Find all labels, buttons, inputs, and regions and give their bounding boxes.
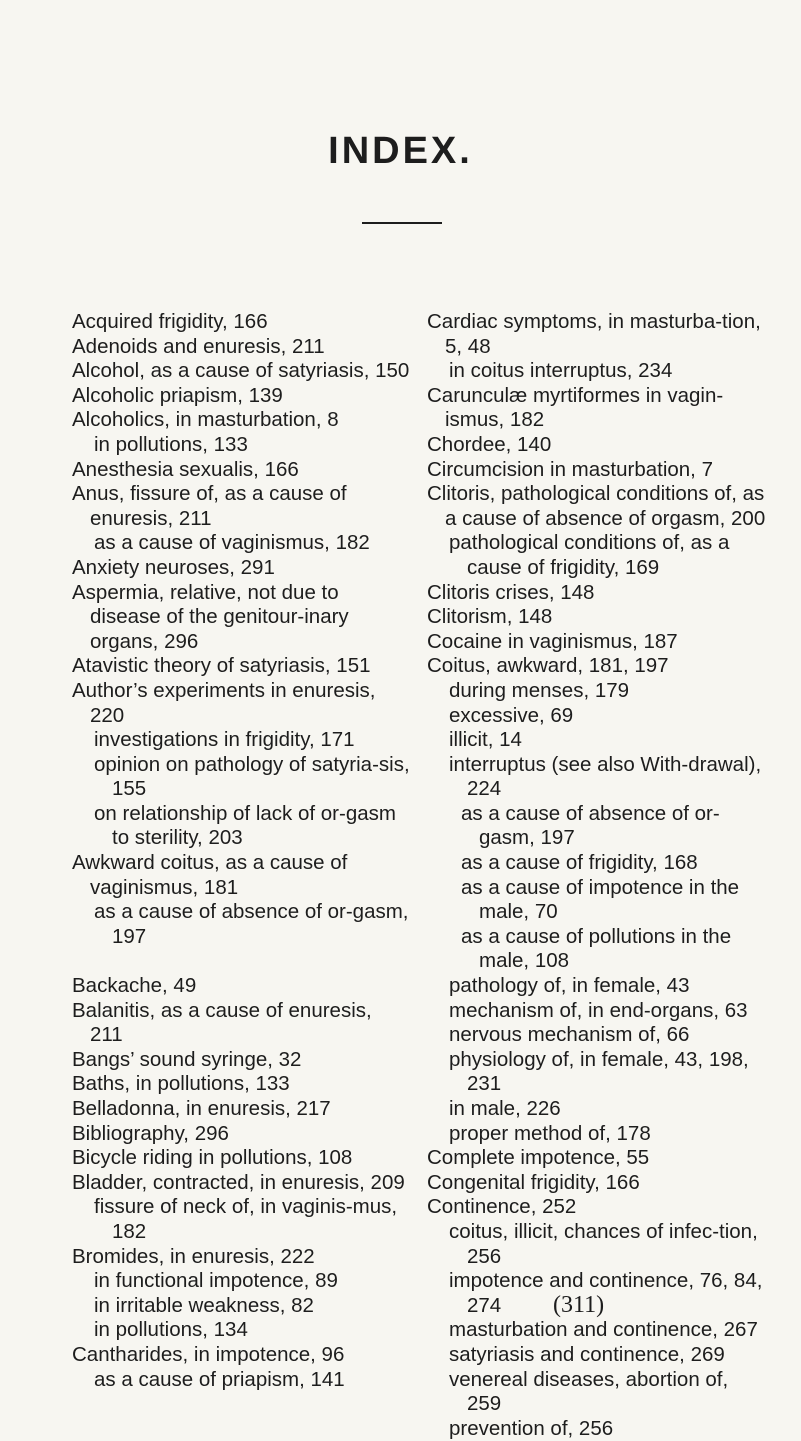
index-entry: Carunculæ myrtiformes in vagin-ismus, 182: [427, 383, 724, 432]
index-subentry: on relationship of lack of or-gasm to sterility, 203: [94, 801, 396, 850]
index-subentry: during menses, 179: [449, 678, 630, 702]
index-entry: Alcoholics, in masturbation, 8: [72, 408, 339, 432]
index-entry: Bicycle riding in pollutions, 108: [72, 1146, 353, 1170]
index-entry: Bladder, contracted, in enuresis, 209: [72, 1170, 405, 1194]
index-subentry: in pollutions, 134: [94, 1318, 248, 1342]
index-subentry: illicit, 14: [449, 728, 522, 752]
index-entry: Chordee, 140: [427, 432, 552, 456]
index-subentry: pathology of, in female, 43: [449, 974, 690, 998]
index-subentry: pathological conditions of, as a cause of frigidity, 169: [449, 531, 730, 579]
title-divider: [362, 222, 442, 224]
index-subentry: opinion on pathology of satyria-sis, 155: [94, 752, 410, 801]
index-subentry: physiology of, in female, 43, 198, 231: [449, 1047, 749, 1096]
index-entry: Clitoris crises, 148: [427, 580, 595, 604]
index-entry: Continence, 252: [427, 1195, 577, 1219]
index-entry: Bangs’ sound syringe, 32: [72, 1047, 302, 1071]
index-subentry: in coitus interruptus, 234: [449, 359, 673, 383]
index-entry: Circumcision in masturbation, 7: [427, 457, 713, 481]
index-entry: Awkward coitus, as a cause of vaginismus, 181: [72, 851, 348, 899]
index-subentry: as a cause of absence of or-gasm, 197: [461, 801, 720, 850]
index-entry: Cardiac symptoms, in masturba-tion, 5, 48: [427, 310, 761, 358]
index-entry: Acquired frigidity, 166: [72, 310, 268, 333]
index-entry: Backache, 49: [72, 974, 197, 998]
index-subentry: as a cause of absence of or-gasm, 197: [94, 900, 409, 948]
index-entry: Baths, in pollutions, 133: [72, 1072, 290, 1096]
page-number: (311): [553, 1292, 605, 1318]
index-entry: Atavistic theory of satyriasis, 151: [72, 654, 371, 678]
index-subentry: nervous mechanism of, 66: [449, 1023, 690, 1047]
index-entry: Anxiety neuroses, 291: [72, 555, 275, 579]
index-entry: Anus, fissure of, as a cause of enuresis, 211: [72, 482, 347, 530]
index-column-right: [427, 310, 767, 1441]
index-entry: Bromides, in enuresis, 222: [72, 1244, 315, 1268]
index-column-left: [72, 310, 410, 1392]
index-subentry: as a cause of pollutions in the male, 108: [461, 924, 732, 973]
index-subentry: impotence and continence, 76, 84, 274: [449, 1269, 763, 1317]
index-subentry: excessive, 69: [449, 703, 574, 727]
index-subentry: mechanism of, in end-organs, 63: [449, 998, 748, 1022]
index-entry: Cocaine in vaginismus, 187: [427, 629, 678, 653]
index-subentry: in male, 226: [449, 1097, 561, 1120]
index-entry: Alcohol, as a cause of satyriasis, 150: [72, 359, 410, 383]
index-subentry: fissure of neck of, in vaginis-mus, 182: [94, 1195, 398, 1243]
index-entry: Cantharides, in impotence, 96: [72, 1342, 345, 1366]
index-subentry: as a cause of impotence in the male, 70: [461, 875, 740, 924]
index-subentry: as a cause of priapism, 141: [94, 1367, 345, 1391]
index-subentry: in irritable weakness, 82: [94, 1293, 314, 1317]
index-entry: Clitorism, 148: [427, 605, 553, 629]
index-entry: Clitoris, pathological conditions of, as a cause of absence of orgasm, 200: [427, 482, 766, 530]
index-subentry: as a cause of frigidity, 168: [461, 851, 698, 875]
index-entry: Anesthesia sexualis, 166: [72, 457, 299, 481]
index-entry: Coitus, awkward, 181, 197: [427, 654, 669, 678]
index-entry: Bibliography, 296: [72, 1121, 229, 1145]
index-subentry: venereal diseases, abortion of, 259: [449, 1367, 729, 1416]
index-subentry: prevention of, 256: [449, 1416, 614, 1440]
index-entry: Complete impotence, 55: [427, 1146, 650, 1170]
index-subentry: in pollutions, 133: [94, 432, 248, 456]
index-subentry: satyriasis and continence, 269: [449, 1342, 725, 1366]
index-subentry: investigations in frigidity, 171: [94, 728, 355, 752]
page-title: INDEX.: [328, 130, 473, 172]
index-subentry: interruptus (see also With-drawal), 224: [449, 752, 762, 801]
index-subentry: masturbation and continence, 267: [449, 1318, 758, 1342]
index-entry: Aspermia, relative, not due to disease of the genitour-inary organs, 296: [72, 580, 349, 653]
index-entry: Author’s experiments in enuresis, 220: [72, 678, 376, 727]
index-entry: Congenital frigidity, 166: [427, 1170, 640, 1194]
index-subentry: proper method of, 178: [449, 1121, 651, 1145]
index-entry: Belladonna, in enuresis, 217: [72, 1097, 331, 1120]
index-subentry: coitus, illicit, chances of infec-tion, 256: [449, 1219, 758, 1268]
index-entry: Adenoids and enuresis, 211: [72, 334, 325, 358]
index-entry: Balanitis, as a cause of enuresis, 211: [72, 998, 372, 1047]
index-subentry: in functional impotence, 89: [94, 1269, 338, 1293]
index-entry: Alcoholic priapism, 139: [72, 383, 283, 407]
index-subentry: as a cause of vaginismus, 182: [94, 531, 370, 555]
